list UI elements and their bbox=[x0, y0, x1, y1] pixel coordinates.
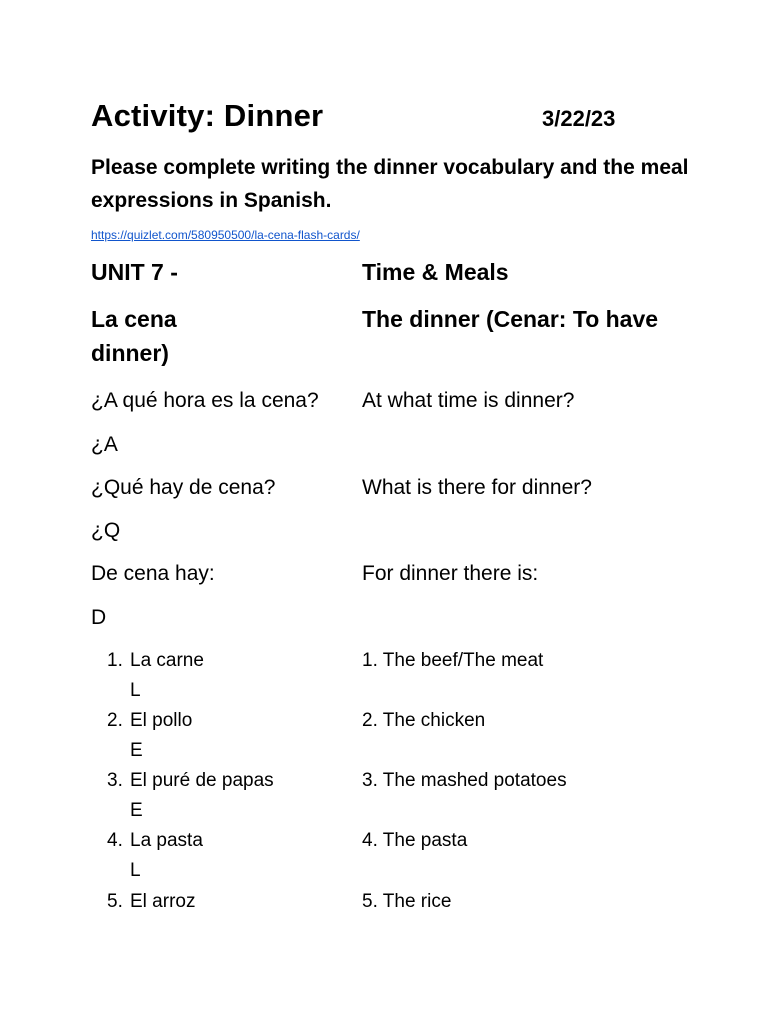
phrase-practice-line: D bbox=[91, 606, 107, 629]
vocab-number: 5. bbox=[107, 891, 123, 912]
topic-continuation: dinner) bbox=[91, 340, 169, 366]
vocab-number: 2. bbox=[107, 710, 123, 731]
vocab-english: 5. The rice bbox=[362, 891, 452, 912]
phrase-practice-line: ¿Q bbox=[91, 519, 121, 542]
vocab-number: 1. bbox=[107, 650, 123, 671]
phrase-spanish: De cena hay: bbox=[91, 562, 215, 585]
phrase-english: For dinner there is: bbox=[362, 562, 539, 585]
phrase-practice-line: ¿A bbox=[91, 433, 118, 456]
date-label: 3/22/23 bbox=[542, 106, 616, 131]
vocab-english: 1. The beef/The meat bbox=[362, 650, 544, 671]
topic-english: The dinner (Cenar: To have bbox=[362, 306, 659, 332]
vocab-english: 4. The pasta bbox=[362, 830, 468, 851]
topic-spanish: La cena bbox=[91, 306, 177, 332]
vocab-spanish: El puré de papas bbox=[130, 770, 274, 791]
quizlet-link[interactable]: https://quizlet.com/580950500/la-cena-flash-cards/ bbox=[91, 228, 360, 242]
vocab-spanish: La pasta bbox=[130, 830, 203, 851]
vocab-number: 3. bbox=[107, 770, 123, 791]
phrase-spanish: ¿Qué hay de cena? bbox=[91, 476, 276, 499]
vocab-practice-line: L bbox=[130, 860, 141, 881]
vocab-english: 2. The chicken bbox=[362, 710, 486, 731]
unit-label: UNIT 7 - bbox=[91, 259, 178, 285]
phrase-english: At what time is dinner? bbox=[362, 389, 575, 412]
vocab-number: 4. bbox=[107, 830, 123, 851]
vocab-practice-line: E bbox=[130, 740, 143, 761]
vocab-english: 3. The mashed potatoes bbox=[362, 770, 567, 791]
vocab-practice-line: L bbox=[130, 680, 141, 701]
vocab-spanish: La carne bbox=[130, 650, 204, 671]
vocab-spanish: El pollo bbox=[130, 710, 193, 731]
instructions-text: Please complete writing the dinner vocabulary and the meal expressions in Spanish. bbox=[91, 156, 689, 212]
phrase-english: What is there for dinner? bbox=[362, 476, 592, 499]
phrase-spanish: ¿A qué hora es la cena? bbox=[91, 389, 319, 412]
page-title: Activity: Dinner bbox=[91, 98, 324, 133]
unit-topic: Time & Meals bbox=[362, 259, 509, 285]
vocab-spanish: El arroz bbox=[130, 891, 196, 912]
vocab-practice-line: E bbox=[130, 800, 143, 821]
